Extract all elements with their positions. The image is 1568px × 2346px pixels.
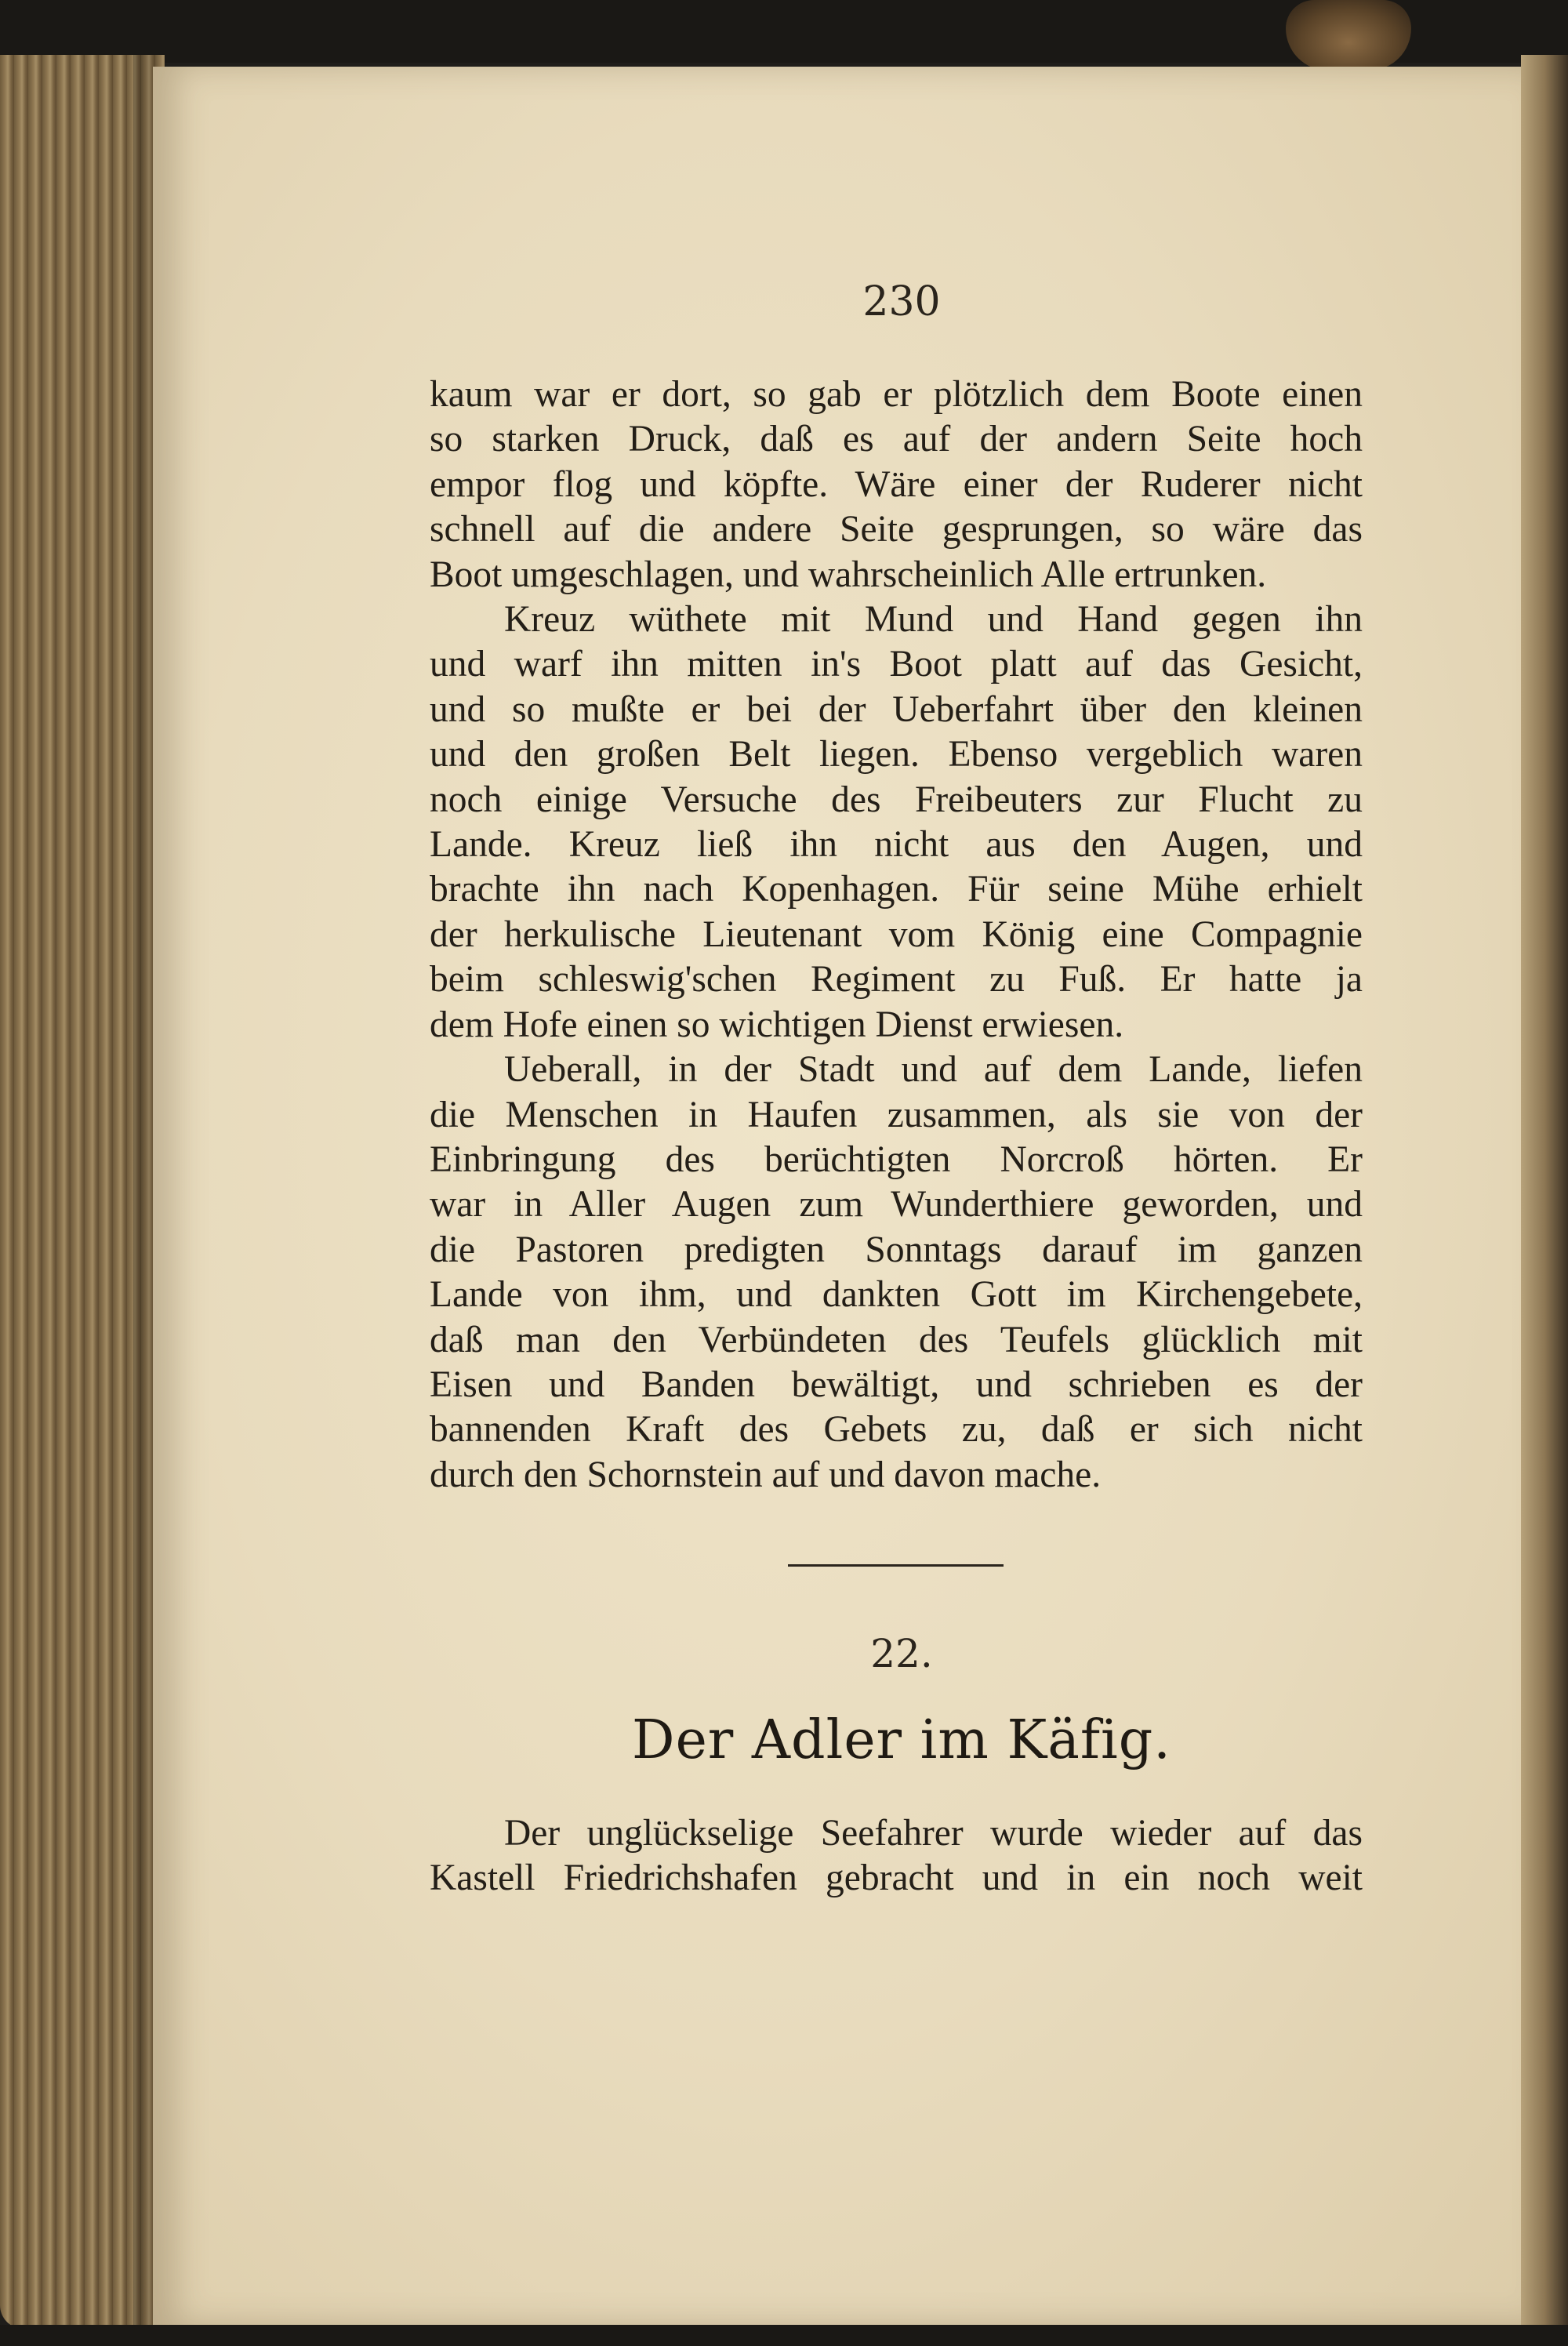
text-line: Der unglückselige Seefahrer wurde wieder auf das [504, 1813, 1363, 1854]
section-divider [788, 1564, 1004, 1567]
text-line: brachte ihn nach Kopenhagen. Für seine Mühe erhielt [430, 869, 1363, 910]
text-line: so starken Druck, daß es auf der andern Seite hoch [430, 419, 1363, 460]
text-line: Kastell Friedrichshafen gebracht und in ein noch weit [430, 1858, 1363, 1899]
text-line: schnell auf die andere Seite gesprungen, so wäre das [430, 509, 1363, 550]
text-line: Eisen und Banden bewältigt, und schrieben es der [430, 1364, 1363, 1405]
text-line: Ueberall, in der Stadt und auf dem Lande, liefen [504, 1049, 1363, 1091]
body-text [430, 372, 1363, 1498]
text-line: Kreuz wüthete mit Mund und Hand gegen ihn [504, 599, 1363, 641]
scan-background-bottom [0, 2325, 1568, 2346]
chapter-title: Der Adler im Käfig. [632, 1709, 1171, 1771]
text-line: Boot umgeschlagen, und wahrscheinlich Alle ertrunken. [430, 554, 1267, 595]
text-line: noch einige Versuche des Freibeuters zur Flucht zu [430, 779, 1363, 820]
bookmark-cord [1286, 0, 1411, 71]
chapter-number: 22. [870, 1631, 933, 1676]
text-line: kaum war er dort, so gab er plötzlich dem Boote einen [430, 374, 1363, 415]
text-line: Lande. Kreuz ließ ihn nicht aus den Augen, und [430, 824, 1363, 866]
text-line: beim schleswig'schen Regiment zu Fuß. Er hatte ja [430, 959, 1363, 1000]
paragraph [430, 372, 1363, 597]
text-line: bannenden Kraft des Gebets zu, daß er sich nicht [430, 1409, 1363, 1451]
text-line: die Menschen in Haufen zusammen, als sie von der [430, 1094, 1363, 1135]
text-line: die Pastoren predigten Sonntags darauf im ganzen [430, 1229, 1363, 1270]
chapter-body-text [430, 1811, 1363, 1901]
book-right-edge [1521, 55, 1568, 2329]
text-line: Einbringung des berüchtigten Norcroß hörten. Er [430, 1138, 1363, 1180]
text-line: daß man den Verbündeten des Teufels glücklich mit [430, 1319, 1363, 1360]
text-line: war in Aller Augen zum Wunderthiere geworden, und [430, 1184, 1363, 1226]
text-line: durch den Schornstein auf und davon mache. [430, 1454, 1102, 1495]
text-line: und so mußte er bei der Ueberfahrt über den kleinen [430, 688, 1363, 730]
paragraph [430, 1048, 1363, 1498]
book-page-edges [0, 55, 165, 2329]
page-number: 230 [862, 278, 941, 325]
text-line: Lande von ihm, und dankten Gott im Kirchengebete, [430, 1274, 1363, 1316]
text-line: empor flog und köpfte. Wäre einer der Ruderer nicht [430, 463, 1363, 505]
text-line: dem Hofe einen so wichtigen Dienst erwiesen. [430, 1004, 1124, 1045]
text-line: und warf ihn mitten in's Boot platt auf das Gesicht, [430, 644, 1363, 685]
text-line: und den großen Belt liegen. Ebenso vergeblich waren [430, 734, 1363, 775]
paragraph [430, 597, 1363, 1048]
text-line: der herkulische Lieutenant vom König eine Compagnie [430, 913, 1363, 955]
